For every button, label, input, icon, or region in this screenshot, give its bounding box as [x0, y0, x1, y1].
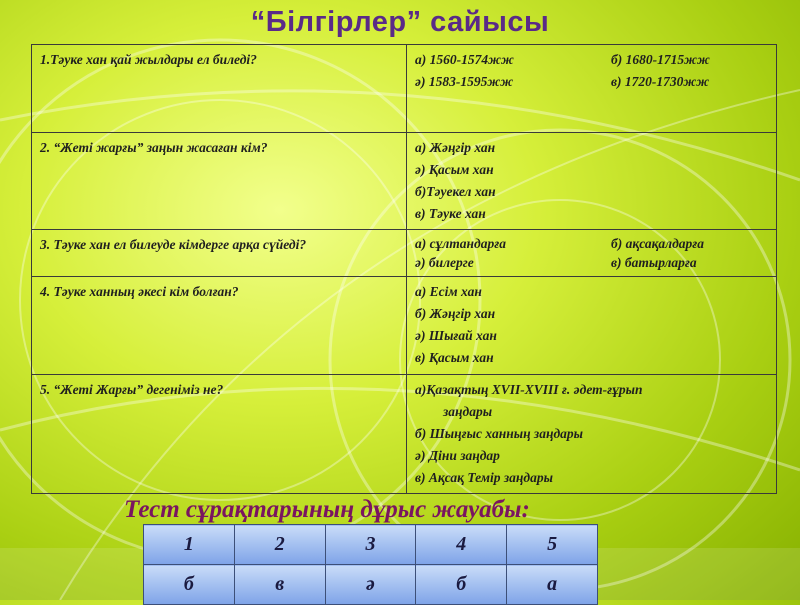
answer-option: в) Тәуке хан [415, 206, 486, 222]
question-cell: 2. “Жеті жарғы” заңын жасаған кім? [32, 133, 407, 230]
answers-cell [407, 133, 777, 230]
page-title: “Білгірлер” сайысы [250, 6, 550, 38]
answer-option: ә) 1583-1595жж [415, 74, 514, 89]
answer-option: б) Шыңғыс ханның заңдары [415, 425, 584, 441]
quiz-table [31, 44, 777, 494]
question-number: 4 [416, 525, 507, 565]
question-cell: 4. Тәуке ханның әкесі кім болған? [32, 277, 407, 374]
answer-option: б)Тәуекел хан [415, 184, 496, 200]
correct-answer: б [416, 565, 507, 605]
answer-option: а) Жәңгір хан [415, 140, 496, 156]
answer-key-table [143, 524, 598, 605]
quiz-row [32, 133, 777, 230]
question-number: 5 [507, 525, 598, 565]
answer-key-numbers-row [144, 525, 598, 565]
answers-cell [407, 277, 777, 374]
correct-answer: а [507, 565, 598, 605]
quiz-row [32, 45, 777, 133]
answer-option: б) ақсақалдарға [611, 236, 705, 252]
correct-answer: ә [325, 565, 416, 605]
question-cell: 3. Тәуке хан ел билеуде кімдерге арқа сүйеді? [32, 230, 407, 277]
correct-answer: в [234, 565, 325, 605]
quiz-row [32, 230, 777, 277]
answers-cell [407, 45, 777, 133]
answer-key-heading: Тест сұрақтарының дұрыс жауабы: [124, 496, 530, 523]
answer-option: б) 1680-1715жж [611, 52, 710, 67]
answer-key-letters-row [144, 565, 598, 605]
answer-option: а) Есім хан [415, 284, 482, 300]
answer-option: б) Жәңгір хан [415, 306, 496, 322]
answers-cell [407, 230, 777, 277]
answer-option: а) сұлтандарға [415, 236, 506, 252]
answer-option: заңдары [443, 403, 493, 419]
answer-option: а)Қазақтың XVII-XVIII ғ. әдет-ғұрып [415, 381, 643, 397]
question-cell: 5. “Жеті Жарғы” дегеніміз не? [32, 374, 407, 493]
quiz-row [32, 374, 777, 493]
answer-option: в) Ақсақ Темір заңдары [415, 469, 553, 485]
answer-option: ә) билерге [415, 255, 474, 271]
question-number: 3 [325, 525, 416, 565]
answers-cell [407, 374, 777, 493]
correct-answer: б [144, 565, 235, 605]
answer-option: в) 1720-1730жж [611, 74, 710, 89]
answer-option: а) 1560-1574жж [415, 52, 514, 67]
answer-option: в) Қасым хан [415, 350, 494, 366]
question-number: 1 [144, 525, 235, 565]
answer-option: в) батырларға [611, 255, 697, 271]
question-number: 2 [234, 525, 325, 565]
quiz-row [32, 277, 777, 374]
answer-option: ә) Шығай хан [415, 328, 497, 344]
answer-option: ә) Қасым хан [415, 162, 494, 178]
question-cell: 1.Тәуке хан қай жылдары ел биледі? [32, 45, 407, 133]
answer-option: ә) Діни заңдар [415, 447, 500, 463]
